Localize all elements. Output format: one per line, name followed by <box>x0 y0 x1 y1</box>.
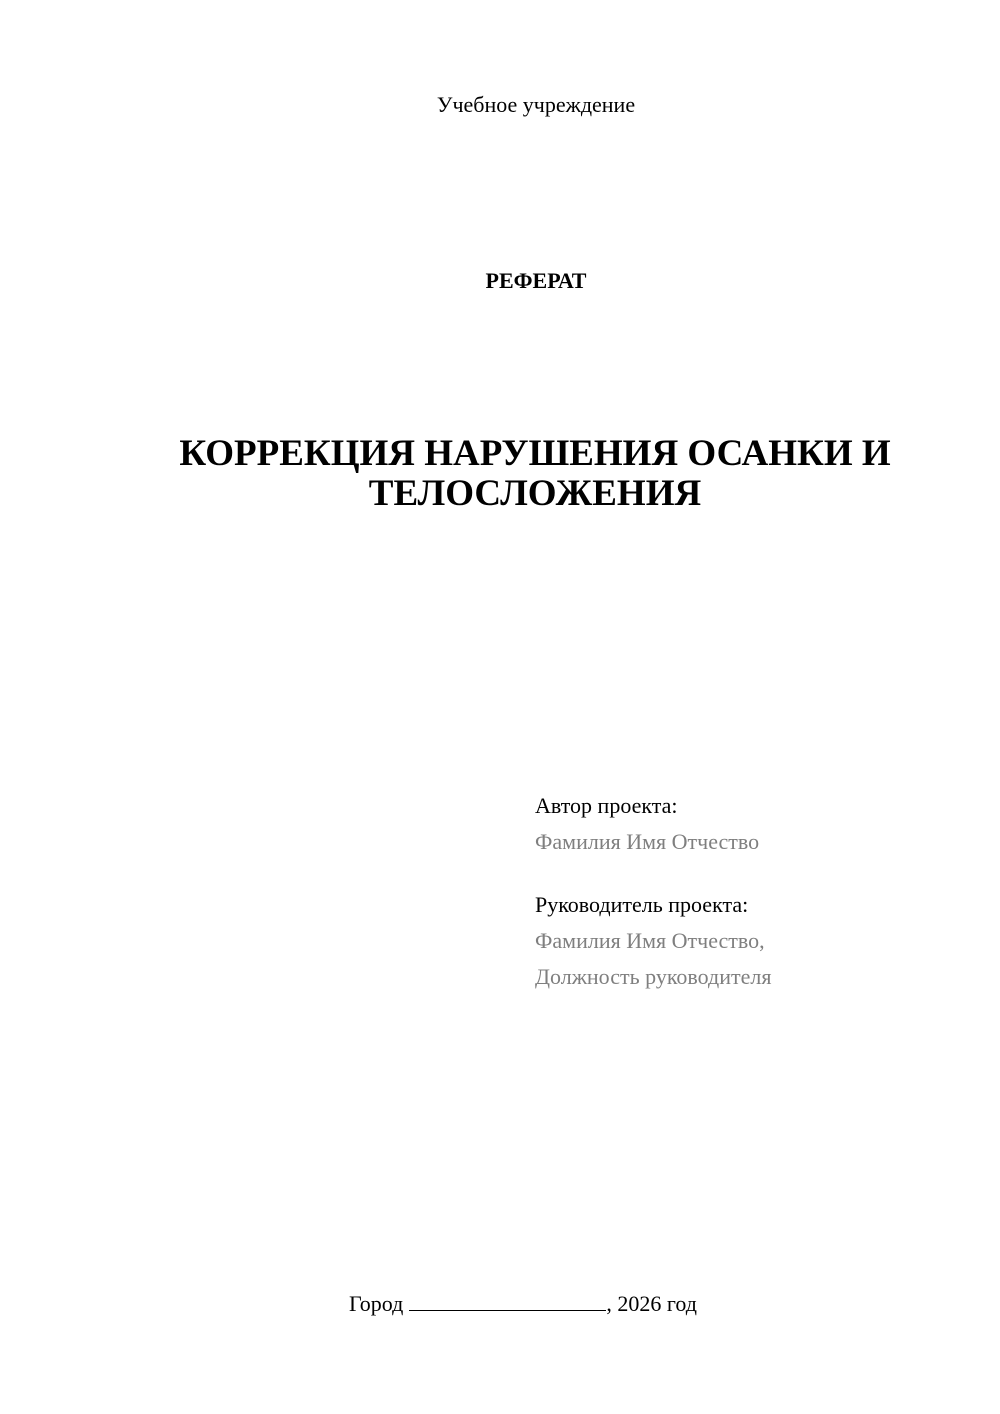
city-label: Город <box>349 1291 404 1316</box>
city-year-line <box>349 1290 697 1318</box>
institution-name: Учебное учреждение <box>436 92 636 117</box>
document-title-line-1: КОРРЕКЦИЯ НАРУШЕНИЯ ОСАНКИ И <box>179 433 891 474</box>
document-title-line-2: ТЕЛОСЛОЖЕНИЯ <box>368 473 702 514</box>
credits-block <box>535 788 975 995</box>
document-title <box>140 434 930 514</box>
credits-spacer <box>535 860 975 887</box>
author-label: Автор проекта: <box>535 793 678 818</box>
supervisor-name: Фамилия Имя Отчество, <box>535 928 765 953</box>
year-text: , 2026 год <box>606 1291 697 1316</box>
city-blank-underline <box>409 1290 606 1311</box>
document-type: РЕФЕРАТ <box>485 268 587 293</box>
author-name: Фамилия Имя Отчество <box>535 829 760 854</box>
supervisor-label: Руководитель проекта: <box>535 892 749 917</box>
supervisor-position: Должность руководителя <box>535 964 772 989</box>
